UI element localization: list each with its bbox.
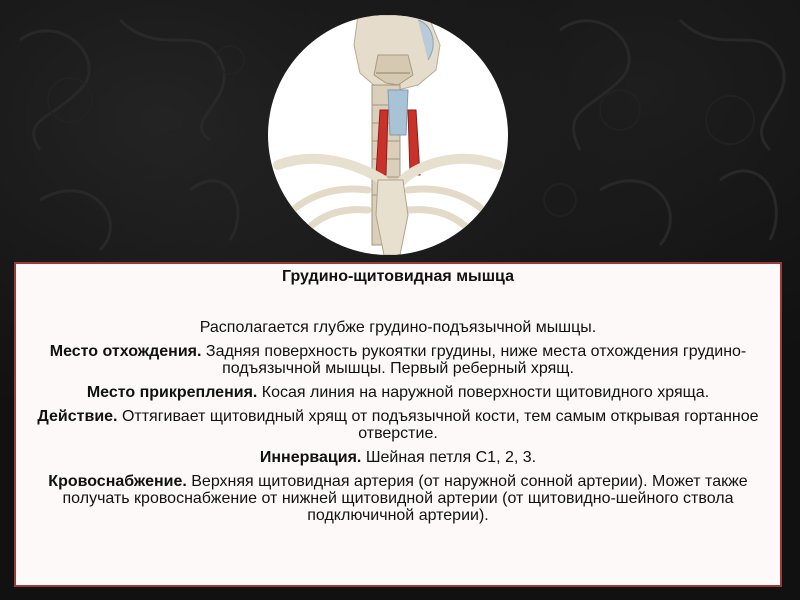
innervation-paragraph [26,449,770,466]
blood-supply-paragraph [26,473,770,524]
description-panel [14,262,782,587]
origin-paragraph [26,343,770,377]
muscle-title: Грудино-щитовидная мышца [282,268,514,285]
neck-anatomy-illustration [268,15,508,255]
action-text: Оттягивает щитовидный хрящ от подъязычной кости, тем самым открывая гортанное отверстие. [117,408,759,442]
innervation-text: Шейная петля C1, 2, 3. [361,449,537,466]
intro-text: Располагается глубже грудино-подъязычной мышцы. [199,319,597,336]
blood-supply-text: Верхняя щитовидная артерия (от наружной сонной артерии). Может также получать кровоснабжение от нижней щитовидной артерии (от щитовидно-шейного ствола подключичной артерии). [62,473,748,524]
skeleton-neck-drawing [268,15,508,255]
insertion-paragraph [26,384,770,401]
origin-label: Место отхождения. [49,343,202,360]
action-paragraph [26,408,770,442]
origin-text: Задняя поверхность рукоятки грудины, ниже места отхождения грудино-подъязычной мышцы. Первый реберный хрящ. [201,343,747,377]
insertion-text: Косая линия на наружной поверхности щитовидного хряща. [257,384,710,401]
action-label: Действие. [37,408,118,425]
insertion-label: Место прикрепления. [86,384,258,401]
innervation-label: Иннервация. [259,449,362,466]
blood-supply-label: Кровоснабжение. [48,473,187,490]
